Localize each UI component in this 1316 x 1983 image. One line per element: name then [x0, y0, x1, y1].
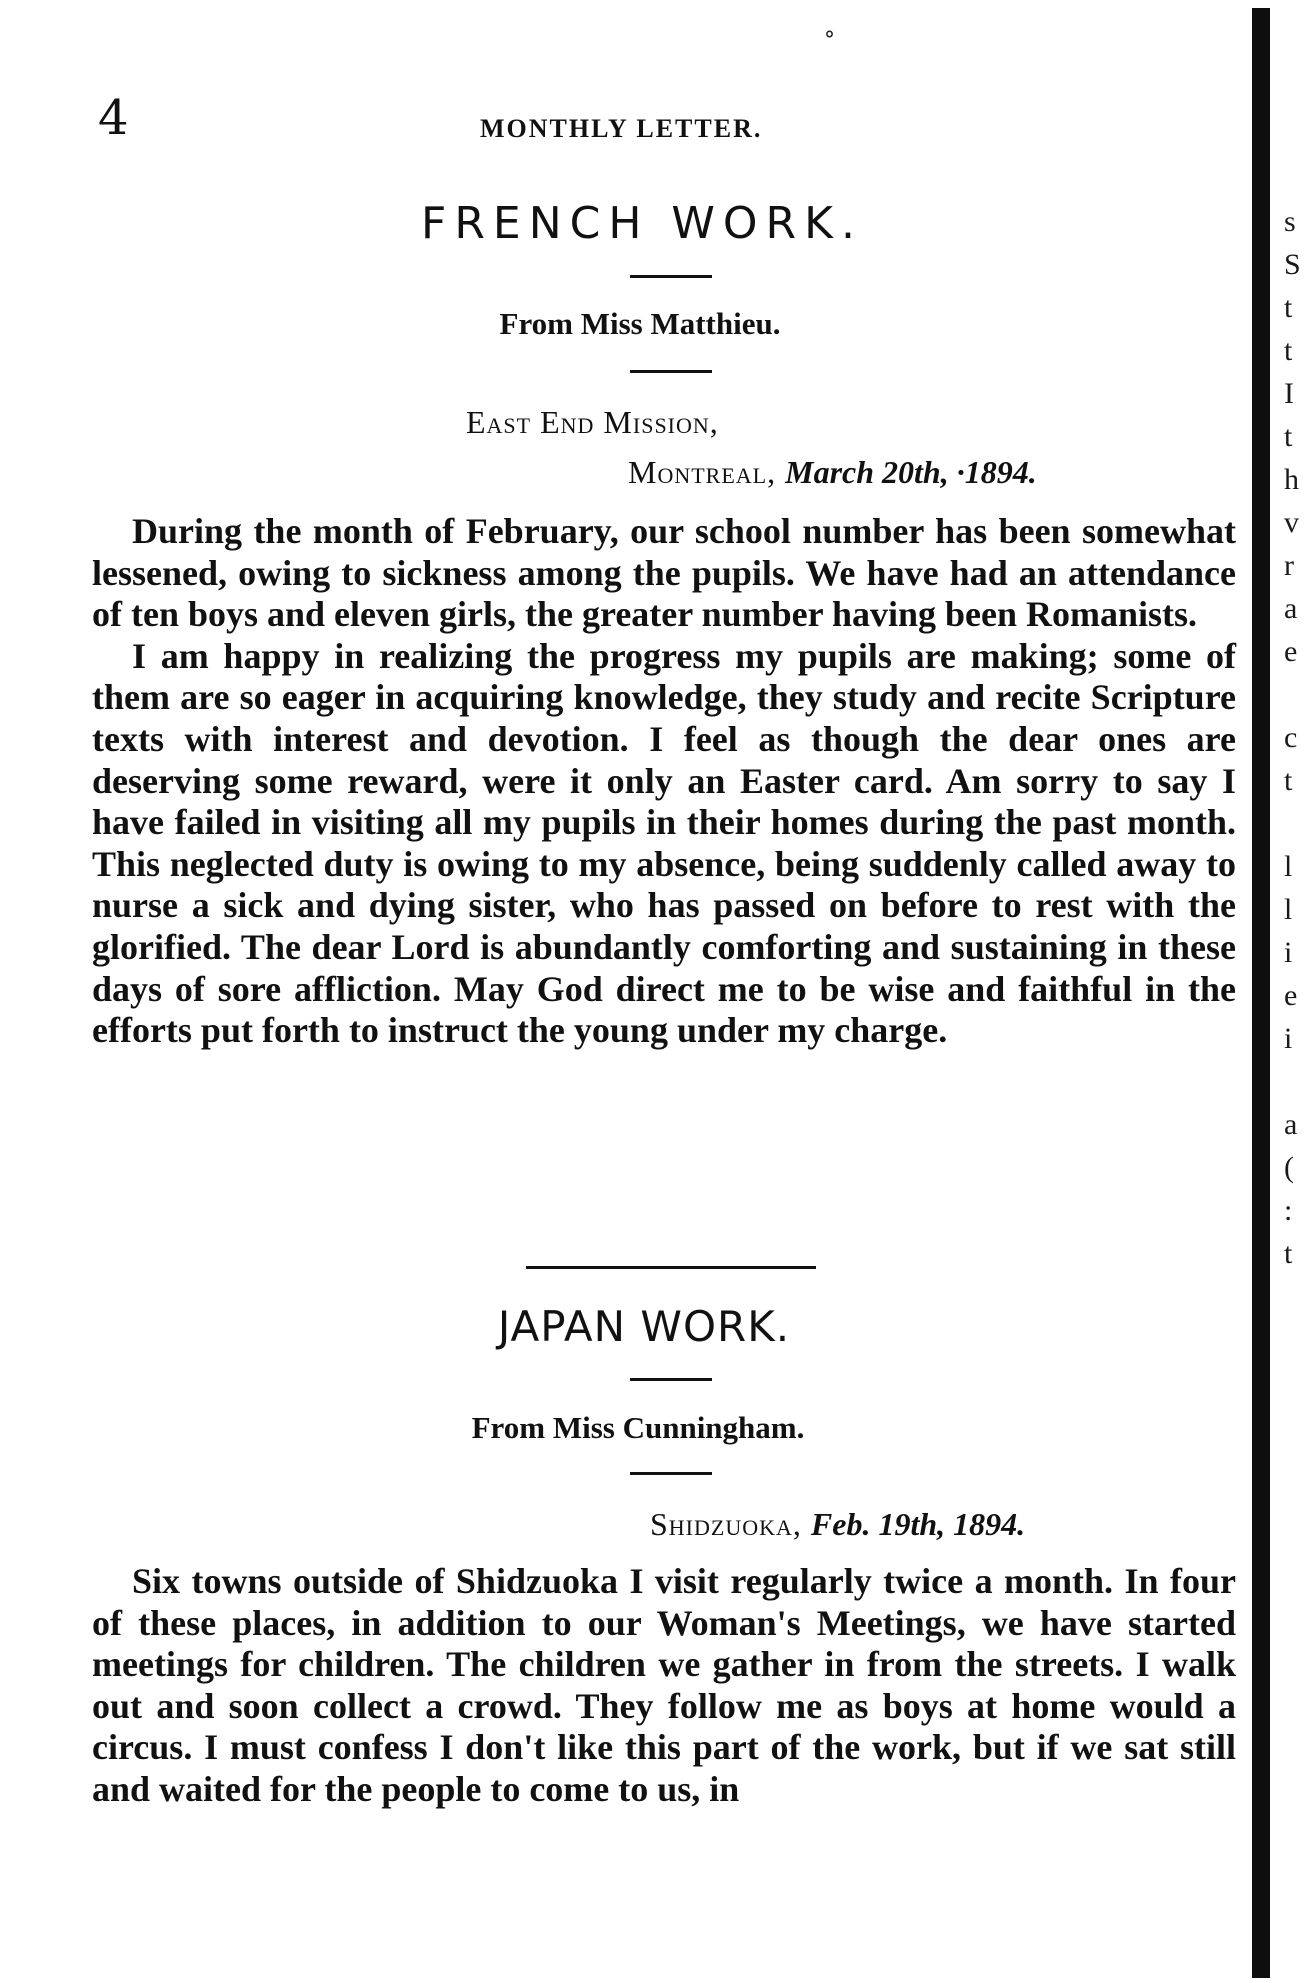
short-rule — [630, 1378, 712, 1381]
adjacent-page-glyph: i — [1284, 1022, 1293, 1055]
adjacent-page-glyph: a — [1284, 1108, 1298, 1141]
short-rule — [630, 275, 712, 278]
adjacent-page-glyph: t — [1284, 764, 1293, 797]
place-name: Shidzuoka, — [650, 1506, 802, 1542]
adjacent-page-glyph — [1284, 1060, 1316, 1103]
adjacent-page-glyph: t — [1284, 1237, 1293, 1270]
short-rule — [630, 370, 712, 373]
adjacent-page-glyph: l — [1284, 850, 1293, 883]
adjacent-page-glyph: I — [1284, 377, 1294, 410]
adjacent-page-glyph — [1284, 802, 1316, 845]
adjacent-page-glyph: v — [1284, 506, 1299, 539]
place-name: Montreal, — [628, 454, 777, 490]
dateline — [628, 454, 1037, 491]
adjacent-page-glyph: a — [1284, 592, 1298, 625]
adjacent-page-glyph: s — [1284, 205, 1296, 238]
adjacent-page-glyph: ( — [1284, 1151, 1294, 1184]
paragraph: I am happy in realizing the progress my pupils are making; some of them are so eager in acquiring knowledge, they study and recite Scripture texts with interest and devotion. I feel as though the dear ones are deserving some reward, were it only an Easter card. Am sorry to say I have failed in visiting all my pupils in their homes during the past month. This neglected duty is owing to my absence, being suddenly called away to nurse a sick and dying sister, who has passed on before to rest with the glorified. The dear Lord is abundantly comforting and sustaining in these days of sore affliction. May God direct me to be wise and faithful in the efforts put forth to instruct the young under my charge. — [92, 635, 1236, 1051]
section-divider — [526, 1266, 816, 1269]
adjacent-page-glyph: t — [1284, 420, 1293, 453]
place-line: East End Mission, — [466, 404, 719, 440]
short-rule — [630, 1472, 712, 1475]
paragraph: Six towns outside of Shidzuoka I visit regularly twice a month. In four of these places, in addition to our Woman's Meetings, we have started meetings for children. The children we gather in from the streets. I walk out and soon collect a crowd. They follow me as boys at home would a circus. I must confess I don't like this part of the work, but if we sat still and waited for the people to come to us, in — [92, 1561, 1236, 1809]
adjacent-page-glyph — [1284, 673, 1316, 716]
section-title-japan: JAPAN WORK. — [497, 1302, 791, 1351]
adjacent-page-glyph: : — [1284, 1194, 1293, 1227]
japan-body — [92, 1561, 1236, 1811]
adjacent-page-glyph: S — [1284, 248, 1301, 281]
adjacent-page-glyph: e — [1284, 635, 1298, 668]
adjacent-page-fragments — [1284, 200, 1316, 1275]
french-body — [92, 511, 1236, 1052]
dateline — [650, 1506, 1025, 1543]
byline-french: From Miss Matthieu. — [499, 306, 781, 341]
date: March 20th, ·1894. — [785, 454, 1037, 490]
adjacent-page-glyph: r — [1284, 549, 1294, 582]
running-head: MONTHLY LETTER. — [480, 114, 763, 143]
adjacent-page-glyph: i — [1284, 936, 1293, 969]
adjacent-page-glyph: t — [1284, 291, 1293, 324]
adjacent-page-glyph: l — [1284, 893, 1293, 926]
page-number: 4 — [98, 90, 129, 146]
date: Feb. 19th, 1894. — [810, 1506, 1026, 1542]
paragraph: During the month of February, our school number has been somewhat lessened, owing to sickness among the pupils. We have had an attendance of ten boys and eleven girls, the greater number having been Romanists. — [92, 511, 1236, 635]
adjacent-page-glyph: e — [1284, 979, 1298, 1012]
page-binding-edge — [1252, 8, 1270, 1978]
print-speck: ° — [824, 28, 835, 53]
adjacent-page-glyph: c — [1284, 721, 1298, 754]
section-title-french: FRENCH WORK. — [421, 198, 863, 249]
adjacent-page-glyph: h — [1284, 463, 1299, 496]
byline-japan: From Miss Cunningham. — [471, 1410, 805, 1445]
adjacent-page-glyph: t — [1284, 334, 1293, 367]
